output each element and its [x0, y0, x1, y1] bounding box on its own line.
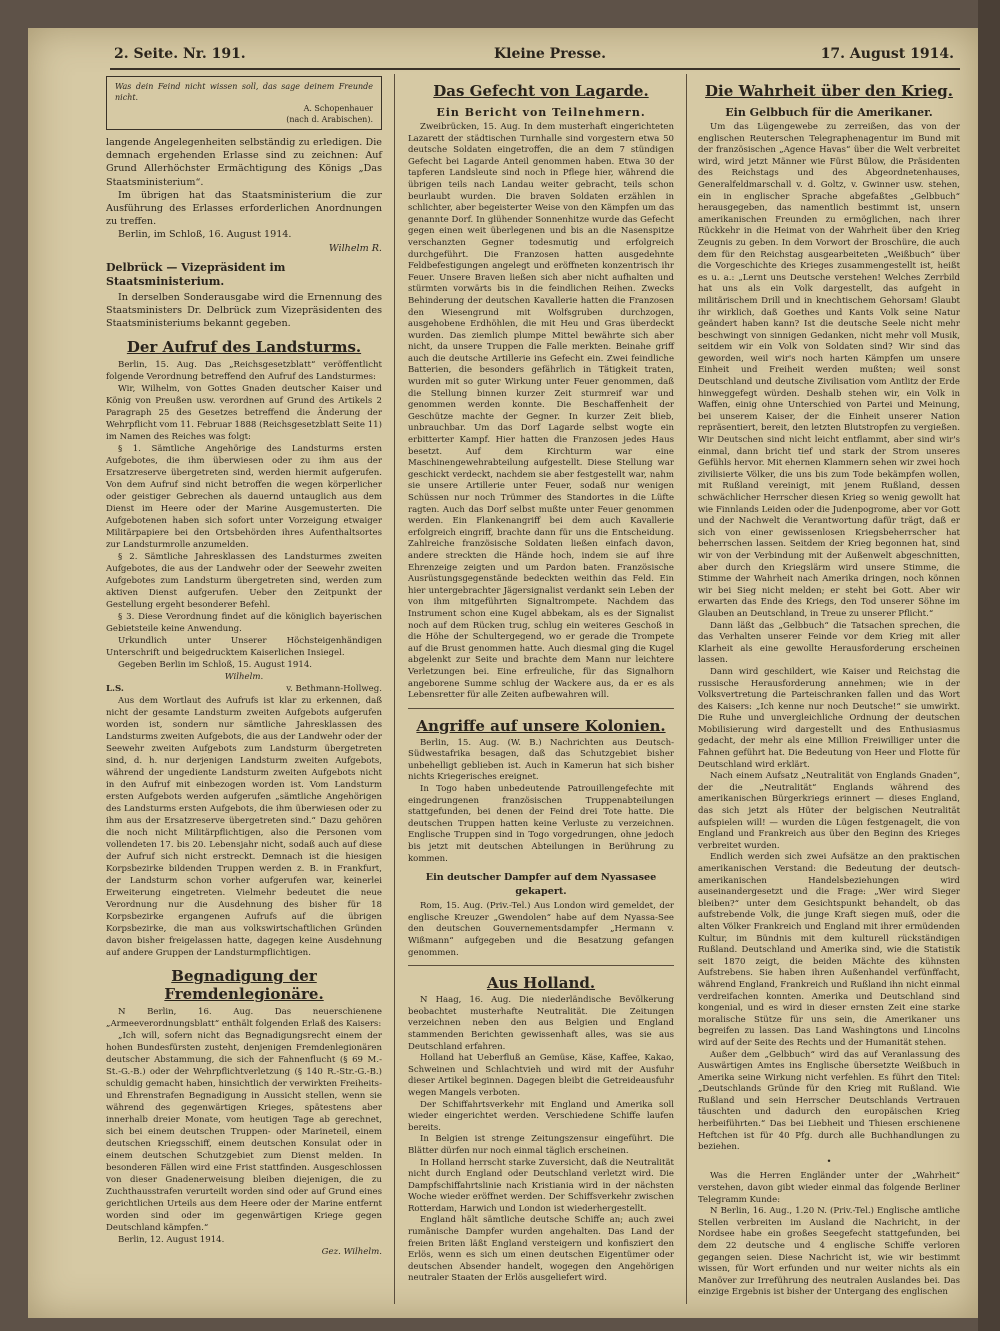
column-divider-2 — [686, 74, 687, 1304]
quote-author: A. Schopenhauer — [303, 104, 373, 113]
article-dateline: Berlin, 12. August 1914. — [118, 1235, 225, 1246]
article-paragraph: Rom, 15. Aug. (Priv.-Tel.) Aus London wird gemeldet, der englische Kreuzer „Gwendolen“ habe auf dem Nyassa-See den deutschen Gouvernementsdampfer „Hermann v. Wißmann“ aufgegeben und die Besatzung gefangen genommen. — [408, 901, 674, 958]
article-signature: Gez. Wilhelm. — [321, 1247, 382, 1258]
divider — [408, 708, 674, 709]
article-paragraph: Der Schiffahrtsverkehr mit England und Amerika soll wieder eingerichtet werden. Verschiedene Schiffe laufen bereits. — [408, 1099, 674, 1133]
header-date: 17. August 1914. — [820, 46, 954, 62]
article-paragraph: Außer dem „Gelbbuch“ wird das auf Veranlassung des Auswärtigen Amtes ins Englische übersetzte Weißbuch in Amerika seine Wirkung nicht verfehlen. Es führt den Titel: „Deutschlands Gründe für den Krieg mit Rußland. Wie Rußland und sein Herrscher Deutschlands Vertrauen täuschten und dadurch den europäischen Krieg herbeiführten.“ Das bei Liebheit und Thiesen erschienene Heftchen ist für 40 Pfg. durch alle Buchhandlungen zu beziehen. — [698, 1049, 960, 1153]
article-paragraph: N Haag, 16. Aug. Die niederländische Bevölkerung beobachtet musterhafte Neutralität. Die Zeitungen verzeichnen neben den aus Belgien und England stammenden Berichten gewissenhaft alles, was sie aus Deutschland erfahren. — [408, 995, 674, 1052]
article-paragraph: Was die Herren Engländer unter der „Wahrheit“ verstehen, davon gibt wieder einmal das folgende Berliner Telegramm Kunde: — [698, 1171, 960, 1205]
headline-begnadigung: Begnadigung der Fremdenlegionäre. — [164, 967, 324, 1004]
divider — [408, 965, 674, 966]
article-paragraph: § 2. Sämtliche Jahresklassen des Landsturmes zweiten Aufgebotes, die aus der Landwehr oder der Seewehr zweiten Aufgebotes zum Landsturm übergetreten sind, werden zum aktiven Dienst aufgerufen. Ueber den Zeitpunkt der Gestellung ergeht besonderer Befehl. — [106, 552, 382, 611]
section-separator: • — [826, 1156, 832, 1167]
article-paragraph: Endlich werden sich zwei Aufsätze an den praktischen amerikanischen Verstand: die Bedeutung der deutsch-amerikanischen Handelsbeziehungen wird auseinandergesetzt und die Frage: „Wer wird Sieger bleiben?“ unter dem Gesichtspunkt behandelt, ob das aufstrebende Volk, die junge Kraft siegen muß, oder die alten Völker Frankreich und England mit ihrer ermüdenden Kultur, im Bündnis mit dem kulturell rückständigen Rußland. Deutschland und Amerika sind, wie die Statistik seit 1870 zeigt, die beiden Mächte des kühnsten Aufstrebens. Sie haben ihren Außenhandel verfünffacht, während England, Frankreich und Rußland ihn nicht einmal verdreifachen konnten. Amerika und Deutschland sind kongenial, und es wird in dieser ernsten Zeit eine starke moralische Stütze für uns sein, die Amerikaner uns begreifen zu lassen. Das Land Washingtons und Lincolns wird auf der Seite des Rechts und der Humanität stehen. — [698, 852, 960, 1048]
subheadline-wahrheit: Ein Gelbbuch für die Amerikaner. — [725, 106, 933, 119]
article-paragraph: „Ich will, sofern nicht das Begnadigungsrecht einem der hohen Bundesfürsten zusteht, denjenigen Fremdenlegionären deutscher Abstammung, die sich der Fahnenflucht (§ 69 M.-St.-G.-B.) oder der Wehrpflichtverletzung (§ 140 R.-Str.-G.-B.) schuldig gemacht haben, hinsichtlich der verwirkten Freiheits- und Ehrenstrafen Begnadigung in Aussicht stellen, wenn sie während des gegenwärtigen Krieges, spätestens aber innerhalb dreier Monate, vom heutigen Tage ab gerechnet, sich bei einem deutschen Truppen- oder Marineteil, einem deutschen Kriegsschiff, einem deutschen Konsulat oder in einem deutschen Schutzgebiet zum Dienst melden. In besonderen Fällen wird eine Frist stattfinden. Ausgeschlossen von dieser Gnadenerweisung bleiben diejenigen, die zu Zuchthausstrafen verurteilt worden sind oder auf Grund eines gerichtlichen Urteils aus dem Heere oder der Marine entfernt worden sind oder im gegenwärtigen Kriege gegen Deutschland kämpfen.“ — [106, 1031, 382, 1234]
article-paragraph: Berlin, 15. Aug. (W. B.) Nachrichten aus Deutsch-Südwestafrika besagen, daß das Schutzgebiet bisher unbehelligt geblieben ist. Auch in Kamerun hat sich bisher nichts Kriegerisches ereignet. — [408, 737, 674, 783]
seal-mark: L.S. — [106, 684, 124, 695]
article-paragraph: Aus dem Wortlaut des Aufrufs ist klar zu erkennen, daß nicht der gesamte Landsturm zweiten Aufgebots aufgerufen worden ist, sondern nur sämtliche Jahresklassen des Landsturms zweiten Aufgebots, die aus der Landwehr oder der Seewehr zweiten Aufgebots zum Landsturm übergetreten sind, d. h. nur derjenigen Landsturm zweiten Aufgebots, während der ungediente Landsturm zweiten Aufgebots nicht in den Aufruf mit einbezogen worden ist. Vom Landsturm ersten Aufgebots werden aufgerufen „sämtliche Angehörigen des Landsturms ersten Aufgebots, die ihm überwiesen oder zu ihm aus der Ersatzreserve übergetreten sind.“ Dazu gehören die noch nicht Militärpflichtigen, also die Personen vom vollendeten 17. bis 20. Lebensjahr nicht, sodaß auch auf diese der Aufruf sich nicht erstreckt. Demnach ist die hiesigen Korpsbezirke bildenden Truppen werden z. B. in Frankfurt, der Landsturm schon vorher aufgerufen war, keinerlei Erweiterung eingetreten. Vielmehr bedeutet die neue Verordnung nur die Ausdehnung des bisher für 18 Korpsbezirke ergangenen Aufrufs auf die übrigen Korpsbezirke, die man aus volkswirtschaftlichen Gründen davon bisher freigelassen hatte, dagegen keine Ausdehnung auf andere Gruppen der Landsturmpflichtigen. — [106, 696, 382, 959]
article-paragraph: N Berlin, 16. Aug. Das neuerschienene „Armeeverordnungsblatt“ enthält folgenden Erlaß des Kaisers: — [106, 1007, 382, 1030]
newspaper-page — [28, 28, 978, 1318]
column-1 — [106, 74, 382, 1258]
article-paragraph: Um das Lügengewebe zu zerreißen, das von der englischen Reuterschen Telegraphenagentur im Bund mit der französischen „Agence Havas“ über die Welt verbreitet wird, wird jetzt Männer wie Fürst Bülow, die Präsidenten des Reichstags und des Abgeordnetenhauses, Generalfeldmarschall v. d. Goltz, v. Gwinner usw. stehen, ein in englischer Sprache abgefaßtes „Gelbbuch“ herausgegeben, das namentlich bestimmt ist, unsern amerikanischen Freunden zu ermöglichen, nach ihrer Rückkehr in die Heimat von der Wahrheit über den Krieg Zeugnis zu geben. In dem Vorwort der Broschüre, die auch dem für den Reichstag ausgearbeiteten „Weißbuch“ über die Vorgeschichte des Krieges zusammengestellt ist, heißt es u. a.: „Lernt uns Deutsche verstehen! Welches Zerrbild hat uns als ein Volk dargestellt, das aufgeht in militärischem Drill und in knechtischem Gehorsam! Glaubt ihr wirklich, daß Goethes und Kants Volk seine Natur geändert haben kann? Ist die deutsche Seele nicht mehr beschwingt von sinnigen Gedanken, nicht mehr voll Musik, seitdem wir ein Volk von Soldaten sind? Wir sind das geworden, weil wir's noch harten Kämpfen um unsere Einheit und Freiheit werden mußten; weil sonst Deutschland und deutsche Zivilisation vom Antlitz der Erde hinweggefegt würden. Deshalb stehen wir, ein Volk in Waffen, einig ohne Unterschied von Partei und Meinung, bei unserem Kaiser, der die Einheit unserer Nation repräsentiert, bereit, den letzten Blutstropfen zu vergießen. Wir Deutschen sind nicht leicht entflammt, aber sind wir's einmal, dann bricht tief und stark der Strom unseres Gefühls hervor. Mit ehernen Klammern sehen wir zwei hoch zivilisierte Völker, die uns bis zum Tode bekämpfen wollen, mit Rußland vereinigt, mit jenem Rußland, dessen schwächlicher Herrscher diesen Krieg so wenig gewollt hat wie Finnlands Leiden oder die Judenpogrome, aber vor Gott und der Nachwelt die Verantwortung dafür trägt, daß er sich von einer gewissenlosen Kriegsbeherrscher hat beherrschen lassen. Seitdem der Krieg begonnen hat, sind wir von der Verbindung mit der Außenwelt abgeschnitten, aber durch den Kriegslärm wird unsere Stimme, die Stimme der Wahrheit nach Amerika dringen, noch können wir bei Sieg nicht melden; er steht bei Gott. Aber wir erwarten das Ende des Kriegs, den Tod unserer Söhne im Glauben an Deutschland, in Treue zu unserer Pflicht.“ — [698, 122, 960, 619]
article-begnadigung — [106, 1006, 382, 1258]
article-dateline: Gegeben Berlin im Schloß, 15. August 1914. — [118, 660, 313, 671]
article-paragraph: § 1. Sämtliche Angehörige des Landsturms ersten Aufgebotes, die ihm überwiesen oder zu ihm aus der Ersatzreserve übergetreten sind, werden hiermit aufgerufen. Von dem Aufruf sind nicht betroffen die wegen körperlicher oder geistiger Gebrechen als dauernd untauglich aus dem Dienst im Heere oder der Marine Ausgemusterten. Die Aufgebotenen haben sich sofort unter Vorzeigung etwaiger Militärpapiere bei den Ortsbehörden ihres Aufenthaltsortes zur Landsturmrolle anzumelden. — [106, 444, 382, 551]
headline-angriffe: Angriffe auf unsere Kolonien. — [416, 716, 666, 735]
headline-wahrheit: Die Wahrheit über den Krieg. — [705, 82, 953, 100]
article-paragraph: § 3. Diese Verordnung findet auf die königlich bayerischen Gebietsteile keine Anwendung. — [106, 612, 382, 635]
article-angriffe — [408, 738, 674, 960]
headline-gefecht: Das Gefecht von Lagarde. — [433, 82, 649, 100]
header-rule — [110, 68, 960, 70]
article-paragraph: In Togo haben unbedeutende Patrouillengefechte mit eingedrungenen französischen Truppenabteilungen stattgefunden, bei denen der Feind drei Tote hatte. Die deutschen Truppen hatten keine Verluste zu verzeichnen. Englische Truppen sind in Togo vorgedrungen, ohne jedoch bis jetzt mit deutschen Abteilungen in Berührung zu kommen. — [408, 784, 674, 864]
article-gefecht — [408, 122, 674, 702]
article-aufruf — [106, 359, 382, 959]
article-signature: Wilhelm R. — [328, 242, 382, 254]
article-dateline: Berlin, im Schloß, 16. August 1914. — [118, 229, 292, 241]
column-divider-1 — [394, 74, 395, 1304]
header-masthead: Kleine Presse. — [494, 46, 607, 62]
article-paragraph: Urkundlich unter Unserer Höchsteigenhändigen Unterschrift und beigedrucktem Kaiserlichen Insiegel. — [106, 636, 382, 659]
article-paragraph: Dann wird geschildert, wie Kaiser und Reichstag die russische Herausforderung annehmen; wie in der Volksvertretung die Parteischranken fallen und das Wort des Kaisers: „Ich kenne nur noch Deutsche!“ sie umwirkt. Die Ruhe und unvergleichliche Ordnung der deutschen Mobilisierung wird dargestellt und des Enthusiasmus gedacht, der mehr als eine Million Freiwilliger unter die Fahnen geführt hat. Die Bedeutung von Heer und Flotte für Deutschland wird erklärt. — [698, 666, 960, 770]
article-paragraph: Zweibrücken, 15. Aug. In dem musterhaft eingerichteten Lazarett der städtischen Turnhalle sind vorgestern etwa 50 deutsche Soldaten eingetroffen, die an dem 7 stündigen Gefecht bei Lagarde Anteil genommen haben. Etwa 30 der tapferen Landsleute sind noch in Pflege hier, während die übrigen teils nach Landau weiter gebracht, teils schon beurlaubt wurden. Die braven Soldaten erzählen in schlichter, aber begeisterter Weise von den Kämpfen um das genannte Dorf. In glühender Sonnenhitze wurde das Gefecht gegen einen weit überlegenen und bis an die Nasenspitze verschanzten Gegner todesmutig und erfolgreich durchgeführt. Die Franzosen hatten ausgedehnte Feldbefestigungen angelegt und eröffneten konzentrisch ihr Feuer. Unsere Braven ließen sich aber nicht aufhalten und stürmten vorwärts bis in die feindlichen Reihen. Zwecks Behinderung der deutschen Kavallerie hatten die Franzosen den Wiesengrund mit Wolfsgruben durchzogen, ausgehobene Erdhöhlen, die mit Heu und Gras überdeckt wurden. Das ziemlich plumpe Mittel bewährte sich aber nicht, da unsere Truppen die Falle merkten. Beinahe griff auch die deutsche Artillerie ins Gefecht ein. Zwei feindliche Batterien, die besonders gefährlich in Tätigkeit traten, wurden mit so guter Wirkung unter Feuer genommen, daß die Stellung binnen kurzer Zeit sturmreif war und genommen werden konnte. Die Beschaffenheit der Geschütze machte der Gegner. In kurzer Zeit blieb, unbrauchbar. Um das Dorf Lagarde selbst wogte ein erbitterter Kampf. Hier hatten die Franzosen jedes Haus besetzt. Auf dem Kirchturm war eine Maschinengewehrabteilung aufgestellt. Diese Stellung war geschickt verdeckt, nachdem sie aber festgestellt war, nahm sie unsere Artillerie unter Feuer, sodaß nur wenigen Schüssen nur noch Trümmer des Standortes in die Lüfte ragten. Auch das Dorf selbst mußte unter Feuer genommen werden. Ein Flankenangriff bei dem auch Kavallerie erfolgreich eingriff, brachte dann für uns die Entscheidung. Zahlreiche französische Soldaten ließen einfach davon, andere streckten die Hände hoch, indem sie auf ihre Ehrenzeige zeigten und um Pardon baten. Französische Ausrüstungsgegenstände bedeckten weithin das Feld. Ein hier untergebrachter Jägersignalist verdankt sein Leben der von ihm mitgeführten Signaltrompete. Nachdem das Instrument schon eine Kugel abbekam, als es der Signalist noch auf dem Rücken trug, schlug ein weiteres Geschoß in die Höhe der Schultergegend, wo er gerade die Trompete auf die Brust genommen hatte. Auch diesmal ging die Kugel abgelenkt zur Seite und brachte dem Mann nur leichtere Verletzungen bei. Eine erfreuliche, für das Signalhorn angeborene Summe schlug der Wackere aus, da er es als Lebensretter für alle Zeiten aufbewahren will. — [408, 122, 674, 701]
headline-aufruf: Der Aufruf des Landsturms. — [126, 338, 362, 357]
page-edge-shadow — [978, 0, 1000, 1331]
article-paragraph: In Holland herrscht starke Zuversicht, daß die Neutralität nicht durch England oder Deutschland verletzt wird. Die Dampfschiffahrtslinie nach Kristiania wird in der nächsten Woche wieder eröffnet werden. Der Schiffsverkehr zwischen Rotterdam, Harwich und London ist wiederhergestellt. — [408, 1157, 674, 1214]
header-page-number: 2. Seite. Nr. 191. — [114, 46, 246, 62]
seal-line — [106, 683, 382, 695]
article-wahrheit — [698, 122, 960, 1299]
article-paragraph: Berlin, 15. Aug. Das „Reichsgesetzblatt“ veröffentlicht folgende Verordnung betreffend den Aufruf des Landsturmes: — [106, 360, 382, 383]
headline-delbrueck: Delbrück — Vizepräsident im Staatsministerium. — [106, 260, 286, 288]
article-paragraph: Dann läßt das „Gelbbuch“ die Tatsachen sprechen, die das Verhalten unserer Feinde vor dem Krieg mit aller Klarheit als eine gewollte Herausforderung erscheinen lassen. — [698, 620, 960, 666]
article-paragraph: langende Angelegenheiten selbständig zu erledigen. Die demnach ergehenden Erlasse sind zu zeichnen: Auf Grund Allerhöchster Ermächtigung des Königs „Das Staatsministerium“. — [106, 137, 382, 188]
page-header — [114, 46, 954, 68]
article-paragraph: In Belgien ist strenge Zeitungszensur eingeführt. Die Blätter dürfen nur noch einmal täglich erscheinen. — [408, 1134, 674, 1156]
quote-note: (nach d. Arabischen). — [286, 115, 373, 124]
article-paragraph: Nach einem Aufsatz „Neutralität von Englands Gnaden“, der die „Neutralität“ Englands während des amerikanischen Bürgerkriegs erinnert — dieses England, das sich jetzt als Hüter der belgischen Neutralität aufspielen will! — wurden die Lügen festgenagelt, die von England und Frankreich aus über den Beginn des Krieges verbreitet wurden. — [698, 771, 960, 851]
article-paragraph: In derselben Sonderausgabe wird die Ernennung des Staatsministers Dr. Delbrück zum Vizepräsidenten des Staatsministeriums bekannt gegeben. — [106, 291, 382, 330]
article-paragraph: Im übrigen hat das Staatsministerium die zur Ausführung des Erlasses erforderlichen Anordnungen zu treffen. — [106, 189, 382, 228]
headline-dampfer: Ein deutscher Dampfer auf dem Nyassasee gekapert. — [425, 872, 657, 898]
subheadline-gefecht: Ein Bericht von Teilnehmern. — [436, 106, 646, 119]
quote-box — [106, 76, 382, 130]
article-paragraph: England hält sämtliche deutsche Schiffe an; auch zwei rumänische Dampfer wurden angehalten. Das Land der freien Briten läßt England versteigern und konfisziert den Erlös, wenn es sich um einen deutschen Eigentümer oder deutschen Absender handelt, wogegen den Angehörigen neutraler Staaten der Erlös ausgeliefert wird. — [408, 1215, 674, 1284]
headline-holland: Aus Holland. — [486, 974, 596, 993]
column-3 — [698, 74, 960, 1299]
article-paragraph: N Berlin, 16. Aug., 1.20 N. (Priv.-Tel.) Englische amtliche Stellen verbreiten im Ausland die Nachricht, in der Nordsee habe ein großes Seegefecht stattgefunden, bei dem 22 deutsche und 4 englische Schiffe verloren gegangen seien. Diese Nachricht ist, wie wir bestimmt wissen, für Wort erfunden und nur weiter nichts als ein Manöver zur Irreführung des neutralen Auslandes bei. Das einzige Ergebnis ist bisher der Untergang des englischen — [698, 1206, 960, 1298]
article-holland — [408, 995, 674, 1285]
article-signature: v. Bethmann-Hollweg. — [286, 684, 382, 695]
article-signature: Wilhelm. — [224, 672, 264, 683]
article-paragraph: Holland hat Ueberfluß an Gemüse, Käse, Kaffee, Kakao, Schweinen und Schlachtvieh und wird mit der Ausfuhr dieser Artikel beginnen. Dagegen bleibt die Getreideausfuhr wegen Mangels verboten. — [408, 1053, 674, 1098]
article-paragraph: Wir, Wilhelm, von Gottes Gnaden deutscher Kaiser und König von Preußen usw. verordnen auf Grund des Artikels 2 Paragraph 25 des Gesetzes betreffend die Änderung der Wehrpflicht vom 11. Februar 1888 (Reichsgesetzblatt Seite 11) im Namen des Reiches was folgt: — [106, 384, 382, 443]
quote-text: Was dein Feind nicht wissen soll, das sage deinem Freunde nicht. — [115, 82, 373, 102]
column-2 — [408, 74, 674, 1285]
